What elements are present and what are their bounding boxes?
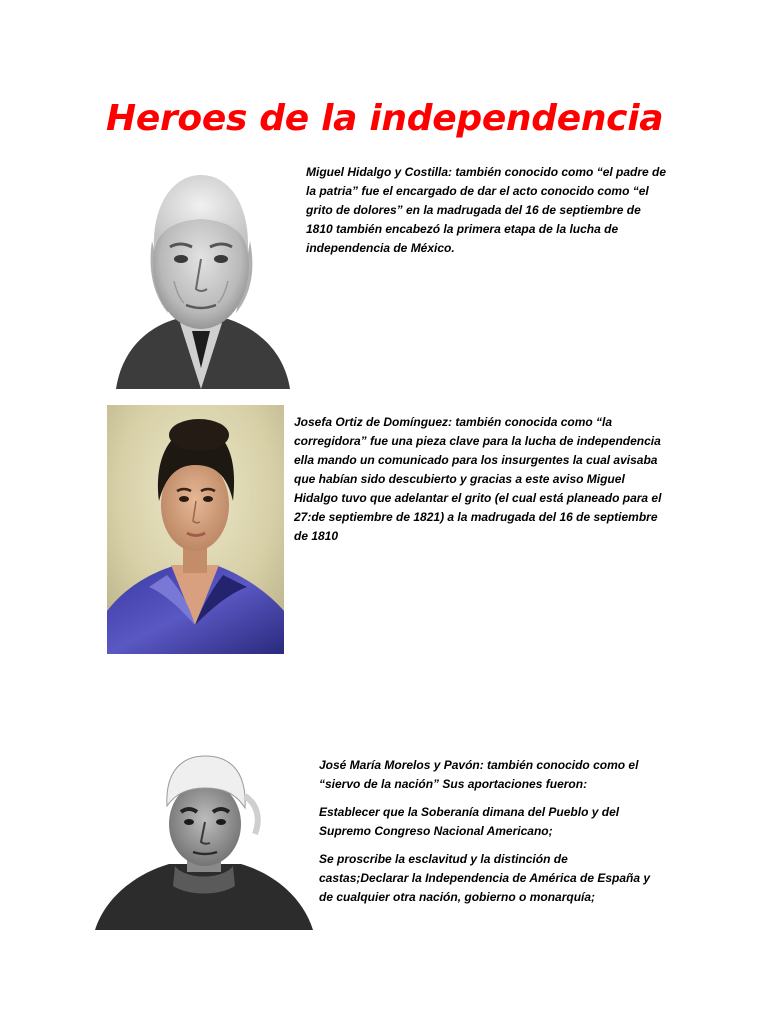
hero-paragraph: Establecer que la Soberanía dimana del Pueblo y del Supremo Congreso Nacional Americano; <box>319 805 620 838</box>
page-title: Heroes de la independencia <box>106 98 664 139</box>
portrait-ortiz-de-dominguez-image <box>107 405 284 654</box>
hero-description-hidalgo <box>306 163 668 258</box>
portrait-hidalgo-image <box>108 163 294 389</box>
hero-paragraph: Se proscribe la esclavitud y la distinción de castas;Declarar la Independencia de América de España y de cualquier otra nación, gobierno o monarquía; <box>319 852 651 904</box>
hero-paragraph: José María Morelos y Pavón: también conocido como el “siervo de la nación” Sus aportaciones fueron: <box>319 758 639 791</box>
hero-description-morelos <box>319 756 651 907</box>
hero-paragraph: Miguel Hidalgo y Costilla: también conocido como “el padre de la patria” fue el encargado de dar el acto conocido como “el grito de dolores” en la madrugada del 16 de septiembre de 1810 también encabezó la primera etapa de la lucha de independencia de México. <box>306 165 667 255</box>
hero-paragraph: Josefa Ortiz de Domínguez: también conocida como “la corregidora” fue una pieza clave para la lucha de independencia ella mando un comunicado para los insurgentes la cual avisaba que habían sido descubierto y gracias a este aviso Miguel Hidalgo tuvo que adelantar el grito (el cual está planeado para el 27:de septiembre de 1821) a la madrugada del 16 de septiembre de 1810 <box>294 415 662 543</box>
portrait-morelos-image <box>95 748 313 930</box>
hero-description-ortiz-de-dominguez <box>294 413 666 546</box>
